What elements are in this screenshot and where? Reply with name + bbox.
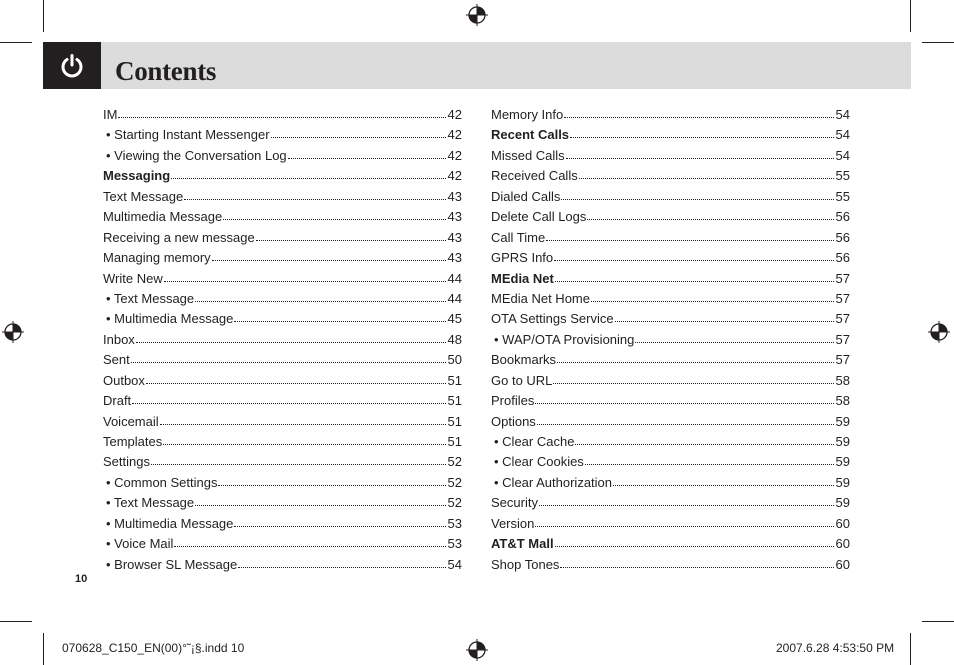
toc-entry-label: Inbox (103, 331, 135, 347)
dot-leader (554, 259, 833, 261)
toc-entry-page: 57 (835, 290, 850, 306)
dot-leader (174, 545, 445, 547)
registration-mark-icon (928, 321, 950, 343)
toc-entry-label: Draft (103, 393, 132, 409)
print-slug-filename: 070628_C150_EN(00)°˜¡§.indd 10 (62, 641, 245, 655)
crop-mark-icon (0, 42, 32, 43)
dot-leader (184, 198, 445, 200)
toc-entry[interactable] (491, 228, 850, 248)
toc-entry[interactable] (491, 289, 850, 309)
toc-entry[interactable] (491, 207, 850, 227)
toc-entry[interactable] (103, 105, 462, 125)
toc-entry-label: AT&T Mall (491, 536, 554, 552)
toc-entry-page: 60 (835, 556, 850, 572)
toc-entry[interactable] (103, 289, 462, 309)
toc-column-right (491, 105, 850, 575)
toc-entry-page: 60 (835, 515, 850, 531)
dot-leader (591, 300, 834, 302)
dot-leader (555, 280, 834, 282)
toc-entry-page: 57 (835, 270, 850, 286)
toc-entry-label: Receiving a new message (103, 229, 255, 245)
toc-entry-page: 48 (447, 331, 462, 347)
toc-entry-page: 51 (447, 434, 462, 449)
toc-entry-label: Sent (103, 352, 130, 368)
toc-entry[interactable] (103, 391, 462, 411)
toc-entry-label: • Common Settings (106, 474, 218, 490)
toc-entry[interactable] (103, 555, 462, 575)
toc-entry[interactable] (491, 166, 850, 186)
toc-entry-page: 58 (835, 393, 850, 409)
toc-entry[interactable] (103, 166, 462, 186)
dot-leader (146, 382, 446, 384)
toc-entry-label: IM (103, 107, 118, 122)
header-icon-box (43, 42, 101, 89)
toc-entry-label: Security (491, 495, 538, 511)
toc-entry-label: MEdia Net (491, 270, 554, 286)
toc-entry-label: Bookmarks (491, 352, 557, 368)
toc-entry-label: Call Time (491, 229, 546, 245)
toc-entry-label: Dialed Calls (491, 188, 561, 204)
toc-entry[interactable] (491, 309, 850, 329)
toc-entry-page: 54 (835, 147, 850, 163)
toc-entry-label: MEdia Net Home (491, 290, 590, 306)
toc-entry-label: Write New (103, 270, 163, 286)
dot-leader (564, 116, 833, 118)
dot-leader (271, 136, 446, 138)
toc-entry[interactable] (103, 269, 462, 289)
page-title: Contents (115, 56, 217, 86)
toc-entry-label: Recent Calls (491, 127, 570, 143)
toc-entry-page: 57 (835, 311, 850, 327)
toc-entry-page: 59 (835, 495, 850, 511)
toc-entry-label: • Clear Cookies (494, 454, 584, 470)
dot-leader (151, 463, 446, 465)
toc-entry-page: 43 (447, 229, 462, 245)
toc-entry-page: 43 (447, 250, 462, 266)
toc-entry[interactable] (103, 125, 462, 145)
toc-entry-page: 52 (447, 495, 462, 511)
dot-leader (223, 218, 445, 220)
registration-mark-icon (466, 639, 488, 661)
toc-entry-page: 51 (447, 372, 462, 388)
dot-leader (131, 361, 446, 363)
toc-entry[interactable] (491, 371, 850, 391)
print-slug-timestamp: 2007.6.28 4:53:50 PM (776, 641, 895, 655)
dot-leader (613, 484, 834, 486)
toc-entry-page: 42 (447, 168, 462, 184)
toc-entry-label: Delete Call Logs (491, 209, 587, 225)
toc-entry[interactable] (103, 309, 462, 329)
dot-leader (635, 341, 833, 343)
crop-mark-icon (922, 42, 954, 43)
dot-leader (587, 218, 833, 220)
toc-entry[interactable] (491, 391, 850, 411)
toc-entry[interactable] (491, 493, 850, 513)
toc-entry-label: • Clear Cache (494, 434, 575, 449)
toc-entry-page: 52 (447, 474, 462, 490)
toc-entry-label: Settings (103, 454, 150, 470)
toc-entry[interactable] (491, 269, 850, 289)
toc-entry-page: 51 (447, 393, 462, 409)
dot-leader (234, 320, 445, 322)
toc-entry-label: Managing memory (103, 250, 211, 266)
toc-entry-page: 43 (447, 188, 462, 204)
dot-leader (546, 239, 833, 241)
crop-mark-icon (922, 621, 954, 622)
dot-leader (136, 341, 446, 343)
toc-entry-page: 58 (835, 372, 850, 388)
toc-entry[interactable] (103, 187, 462, 207)
dot-leader (615, 320, 834, 322)
toc-entry-page: 56 (835, 229, 850, 245)
toc-entry-label: Shop Tones (491, 556, 560, 572)
dot-leader (234, 525, 445, 527)
toc-entry[interactable] (103, 228, 462, 248)
dot-leader (535, 402, 833, 404)
toc-entry[interactable] (491, 350, 850, 370)
toc-entry[interactable] (491, 514, 850, 534)
dot-leader (195, 300, 445, 302)
toc-entry[interactable] (491, 187, 850, 207)
toc-entry-label: • Multimedia Message (106, 515, 234, 531)
toc-entry[interactable] (103, 350, 462, 370)
toc-entry-label: Go to URL (491, 372, 553, 388)
toc-entry[interactable] (491, 452, 850, 472)
dot-leader (256, 239, 446, 241)
toc-entry-page: 54 (835, 127, 850, 143)
toc-entry-label: Memory Info (491, 107, 564, 122)
toc-entry[interactable] (491, 473, 850, 493)
toc-entry-label: • WAP/OTA Provisioning (494, 331, 635, 347)
toc-entry-label: • Text Message (106, 495, 195, 511)
toc-entry-page: 53 (447, 515, 462, 531)
toc-entry-page: 56 (835, 250, 850, 266)
toc-entry[interactable] (103, 452, 462, 472)
toc-entry-label: GPRS Info (491, 250, 554, 266)
dot-leader (163, 443, 445, 445)
toc-entry-page: 51 (447, 413, 462, 429)
crop-mark-icon (910, 0, 911, 32)
toc-entry-label: • Starting Instant Messenger (106, 127, 270, 143)
toc-entry[interactable] (491, 146, 850, 166)
dot-leader (171, 177, 445, 179)
toc-entry-page: 57 (835, 352, 850, 368)
toc-column-left (103, 105, 462, 575)
dot-leader (195, 504, 445, 506)
toc-entry-page: 59 (835, 413, 850, 429)
toc-entry-label: Multimedia Message (103, 209, 223, 225)
toc-entry[interactable] (103, 432, 462, 452)
toc-entry-page: 45 (447, 311, 462, 327)
toc-entry[interactable] (103, 493, 462, 513)
toc-entry-page: 43 (447, 209, 462, 225)
dot-leader (566, 157, 834, 159)
toc-entry-page: 60 (835, 536, 850, 552)
dot-leader (160, 423, 446, 425)
toc-entry-page: 55 (835, 188, 850, 204)
crop-mark-icon (910, 633, 911, 665)
toc-entry-label: • Voice Mail (106, 536, 174, 552)
dot-leader (132, 402, 445, 404)
dot-leader (557, 361, 834, 363)
toc-entry-page: 52 (447, 454, 462, 470)
toc-entry[interactable] (491, 412, 850, 432)
toc-entry-page: 42 (447, 127, 462, 143)
toc-entry[interactable] (103, 473, 462, 493)
toc-entry[interactable] (491, 330, 850, 350)
page-number: 10 (75, 573, 88, 585)
toc-entry-page: 59 (835, 474, 850, 490)
toc-entry[interactable] (103, 412, 462, 432)
toc-entry-label: • Browser SL Message (106, 556, 238, 572)
toc-entry[interactable] (491, 125, 850, 145)
toc-entry[interactable] (103, 371, 462, 391)
dot-leader (537, 423, 834, 425)
toc-entry-page: 50 (447, 352, 462, 368)
dot-leader (553, 382, 833, 384)
toc-entry[interactable] (103, 514, 462, 534)
toc-entry[interactable] (491, 432, 850, 452)
toc-entry-page: 54 (835, 107, 850, 122)
crop-mark-icon (43, 0, 44, 32)
dot-leader (164, 280, 446, 282)
toc-entry[interactable] (491, 555, 850, 575)
toc-entry-label: Templates (103, 434, 163, 449)
dot-leader (561, 198, 833, 200)
toc-entry-label: • Text Message (106, 290, 195, 306)
toc-entry-label: Missed Calls (491, 147, 565, 163)
toc-entry[interactable] (491, 105, 850, 125)
crop-mark-icon (0, 621, 32, 622)
dot-leader (585, 463, 834, 465)
toc-entry[interactable] (103, 146, 462, 166)
dot-leader (218, 484, 445, 486)
toc-entry-page: 44 (447, 270, 462, 286)
toc-entry[interactable] (103, 207, 462, 227)
power-icon (60, 54, 84, 78)
toc-entry[interactable] (103, 330, 462, 350)
toc-entry-label: Outbox (103, 372, 145, 388)
toc-entry-page: 44 (447, 290, 462, 306)
toc-entry-label: Text Message (103, 188, 184, 204)
toc-entry-label: • Viewing the Conversation Log (106, 147, 287, 163)
dot-leader (579, 177, 834, 179)
dot-leader (575, 443, 833, 445)
toc-entry-page: 57 (835, 331, 850, 347)
registration-mark-icon (2, 321, 24, 343)
toc-entry-label: Voicemail (103, 413, 159, 429)
toc-entry-label: Profiles (491, 393, 535, 409)
toc-entry-page: 53 (447, 536, 462, 552)
toc-entry-page: 59 (835, 434, 850, 449)
toc-entry-label: OTA Settings Service (491, 311, 614, 327)
toc-entry-page: 56 (835, 209, 850, 225)
dot-leader (118, 116, 445, 118)
dot-leader (288, 157, 446, 159)
toc-entry-page: 59 (835, 454, 850, 470)
toc-entry[interactable] (491, 248, 850, 268)
toc-entry-page: 54 (447, 556, 462, 572)
dot-leader (535, 525, 833, 527)
dot-leader (238, 566, 445, 568)
crop-mark-icon (43, 633, 44, 665)
toc-entry-label: • Clear Authorization (494, 474, 613, 490)
toc-entry-page: 42 (447, 107, 462, 122)
toc-entry[interactable] (103, 248, 462, 268)
toc-entry-label: Messaging (103, 168, 171, 184)
toc-entry[interactable] (491, 534, 850, 554)
toc-entry[interactable] (103, 534, 462, 554)
dot-leader (555, 545, 834, 547)
dot-leader (570, 136, 833, 138)
dot-leader (560, 566, 833, 568)
dot-leader (539, 504, 834, 506)
toc-entry-label: Version (491, 515, 535, 531)
toc-entry-page: 55 (835, 168, 850, 184)
toc-entry-label: Options (491, 413, 536, 429)
toc-entry-label: • Multimedia Message (106, 311, 234, 327)
toc-entry-label: Received Calls (491, 168, 578, 184)
toc-entry-page: 42 (447, 147, 462, 163)
dot-leader (212, 259, 446, 261)
registration-mark-icon (466, 4, 488, 26)
